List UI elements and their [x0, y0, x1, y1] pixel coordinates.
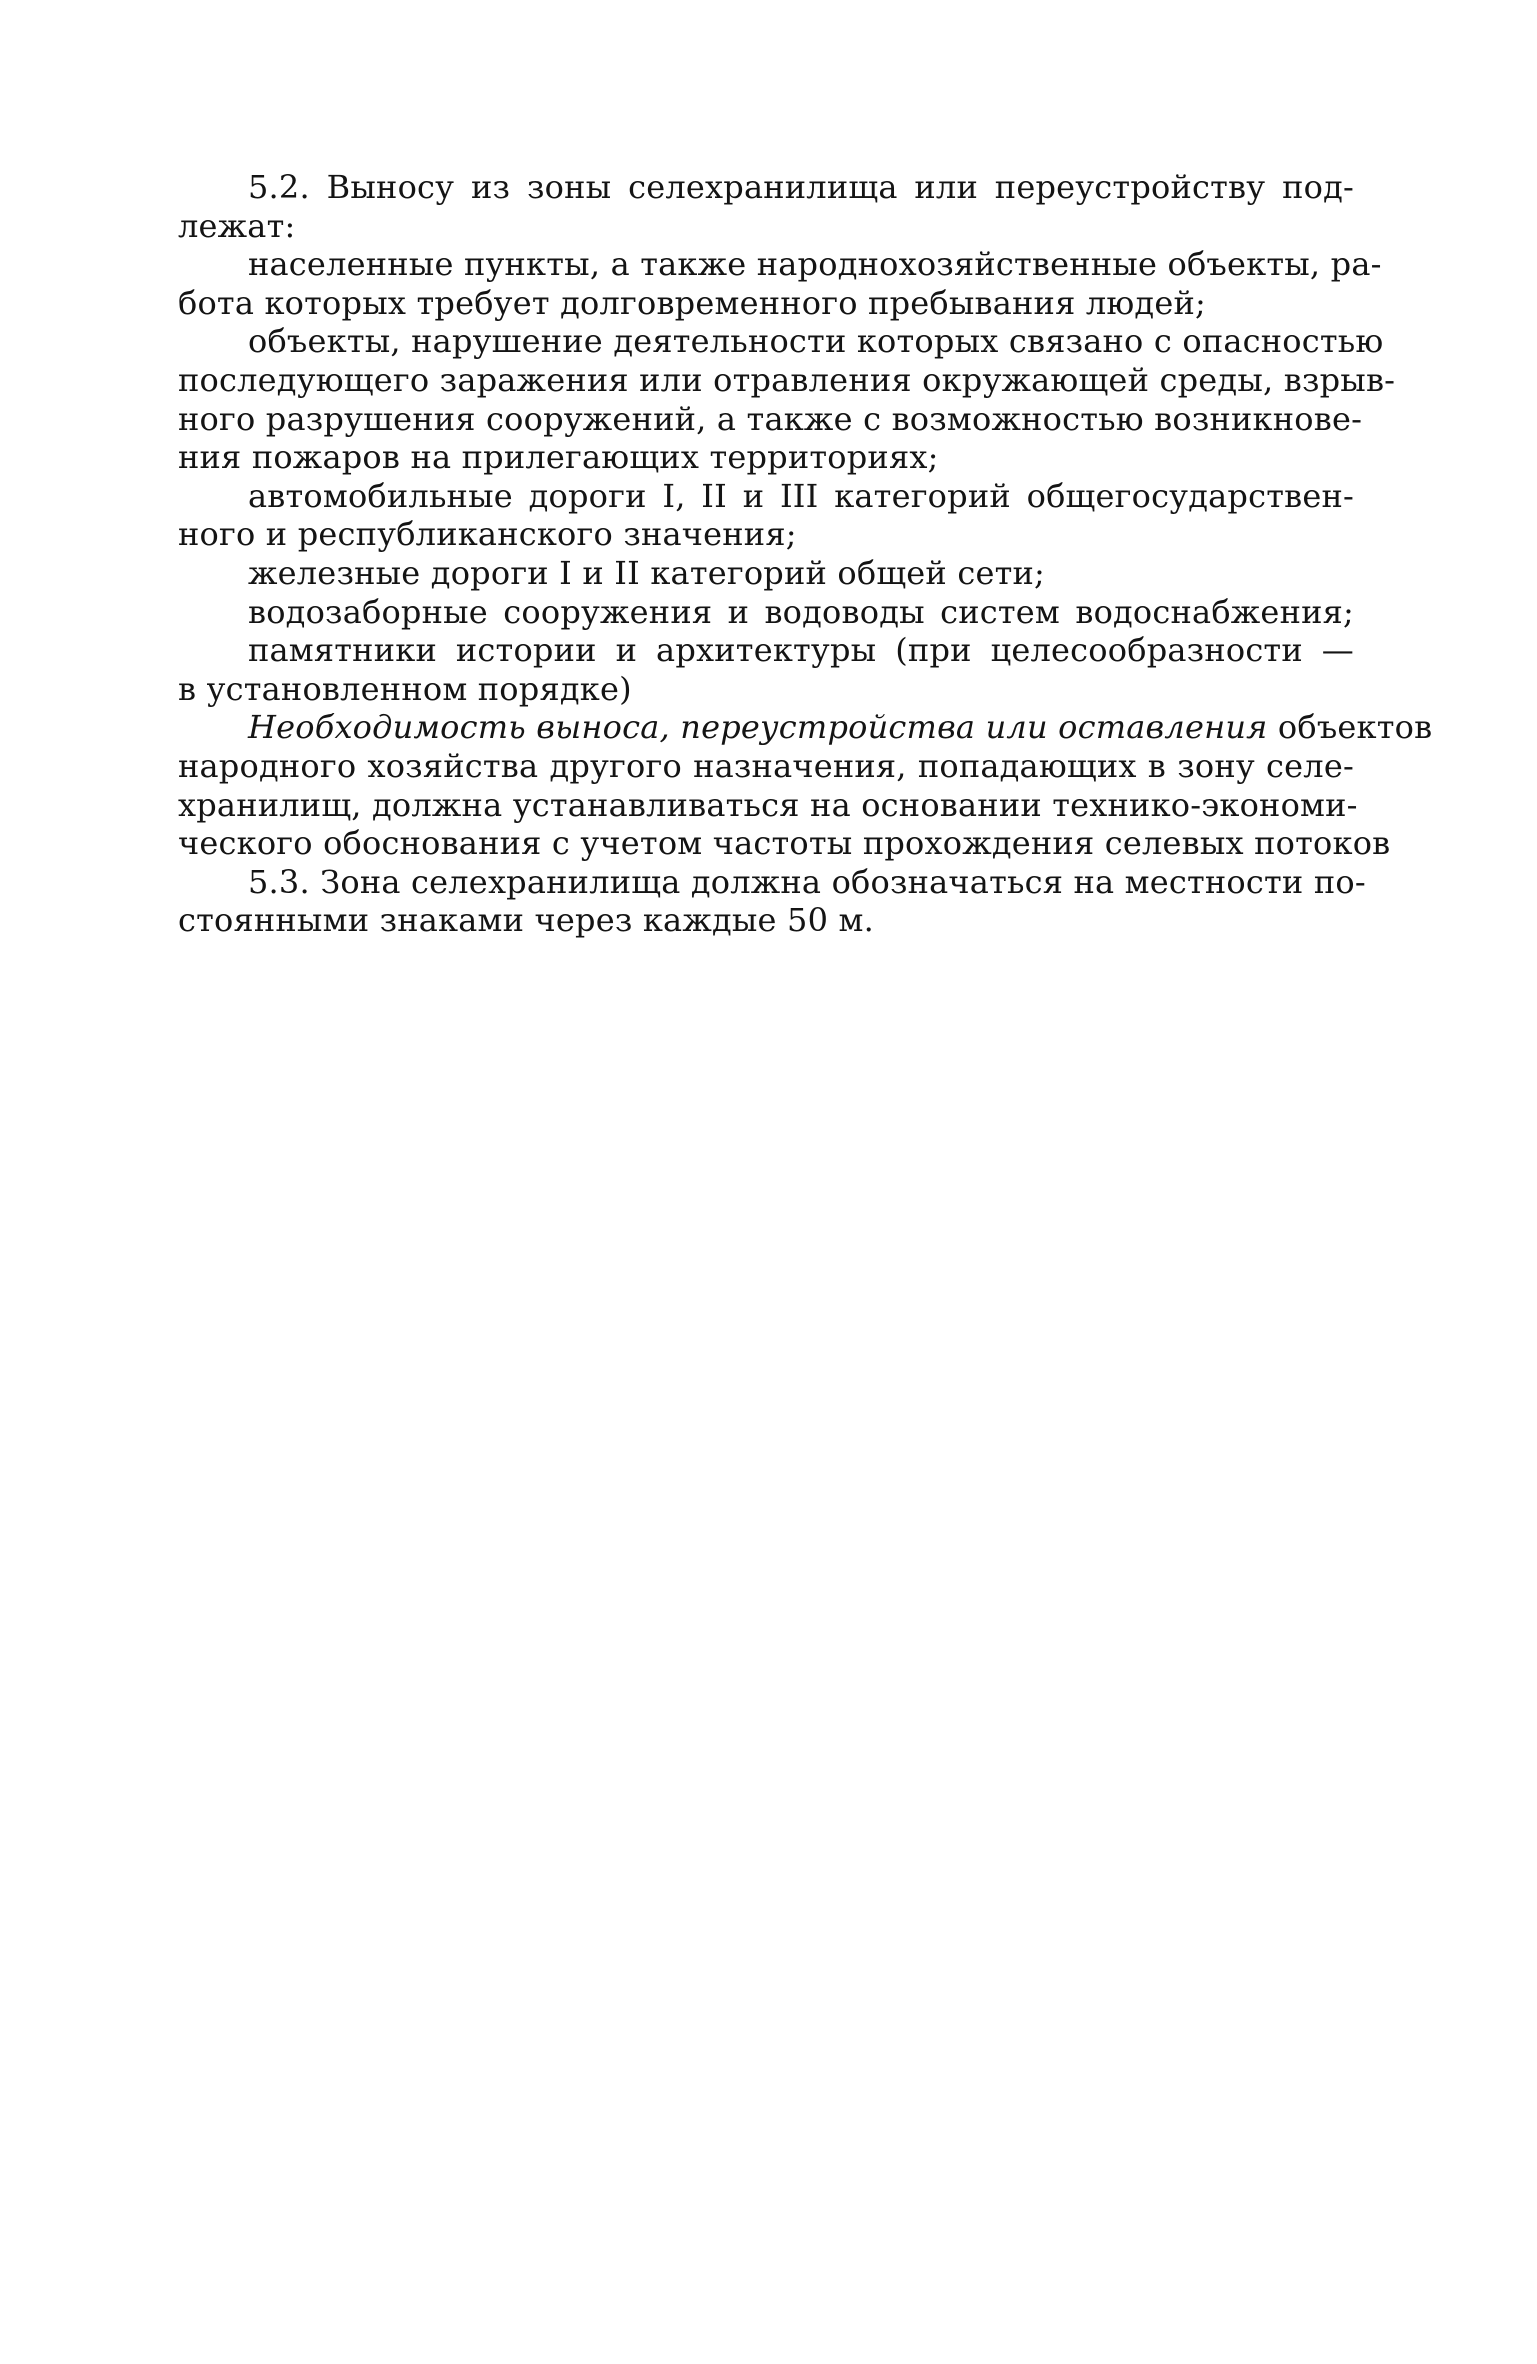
text-run: объектов [1267, 708, 1433, 747]
text-line [178, 631, 1354, 670]
document-body-text [178, 168, 1433, 940]
text-run: хранилищ, должна устанавливаться на основании технико-экономи- [178, 785, 1358, 824]
text-line [178, 862, 1366, 902]
text-line [178, 747, 1354, 786]
text-run: последующего заражения или отравления окружающей среды, взрыв- [178, 360, 1396, 399]
text-run: ного разрушения сооружений, а также с возможностью возникнове- [178, 399, 1363, 438]
text-run: лежат: [178, 206, 296, 245]
text-line [178, 554, 1354, 593]
text-run: автомобильные дороги I, II и III категорий общегосударствен- [248, 476, 1354, 515]
text-line [178, 593, 1354, 632]
text-run: стоянными знаками через каждые 50 м. [178, 901, 875, 940]
text-line [178, 245, 1382, 284]
text-line [178, 824, 1391, 863]
text-run: 5.3. Зона селехранилища должна обозначаться на местности по- [248, 862, 1366, 901]
text-run: 5.2. Выносу из зоны селехранилища или переустройству под- [248, 168, 1354, 206]
text-line [178, 207, 1354, 246]
text-run: народного хозяйства другого назначения, попадающих в зону селе- [178, 746, 1354, 785]
text-run: в установленном порядке) [178, 669, 632, 708]
text-line [178, 360, 1396, 400]
italic-text-run: Необходимость выноса, переустройства или оставления [248, 708, 1268, 747]
text-line [178, 399, 1363, 439]
text-run: населенные пункты, а также народнохозяйственные объекты, ра- [248, 245, 1382, 284]
text-run: бота которых требует долговременного пребывания людей; [178, 283, 1206, 322]
text-run: ческого обоснования с учетом частоты прохождения селевых потоков [178, 824, 1391, 863]
text-run: памятники истории и архитектуры (при целесообразности — [248, 631, 1354, 670]
text-line [178, 901, 1354, 940]
text-line [178, 438, 1354, 477]
text-run: объекты, нарушение деятельности которых связано с опасностью [248, 322, 1384, 361]
text-line [178, 515, 1354, 554]
text-line [178, 785, 1358, 825]
text-line [178, 670, 1354, 709]
text-line [178, 322, 1384, 361]
text-run: ния пожаров на прилегающих территориях; [178, 438, 939, 477]
text-run: ного и республиканского значения; [178, 515, 797, 554]
text-line [178, 284, 1354, 323]
text-line [178, 168, 1354, 207]
text-line [178, 708, 1433, 747]
text-run: водозаборные сооружения и водоводы систем водоснабжения; [248, 592, 1354, 631]
text-line [178, 477, 1354, 516]
text-run: железные дороги I и II категорий общей сети; [248, 553, 1046, 592]
